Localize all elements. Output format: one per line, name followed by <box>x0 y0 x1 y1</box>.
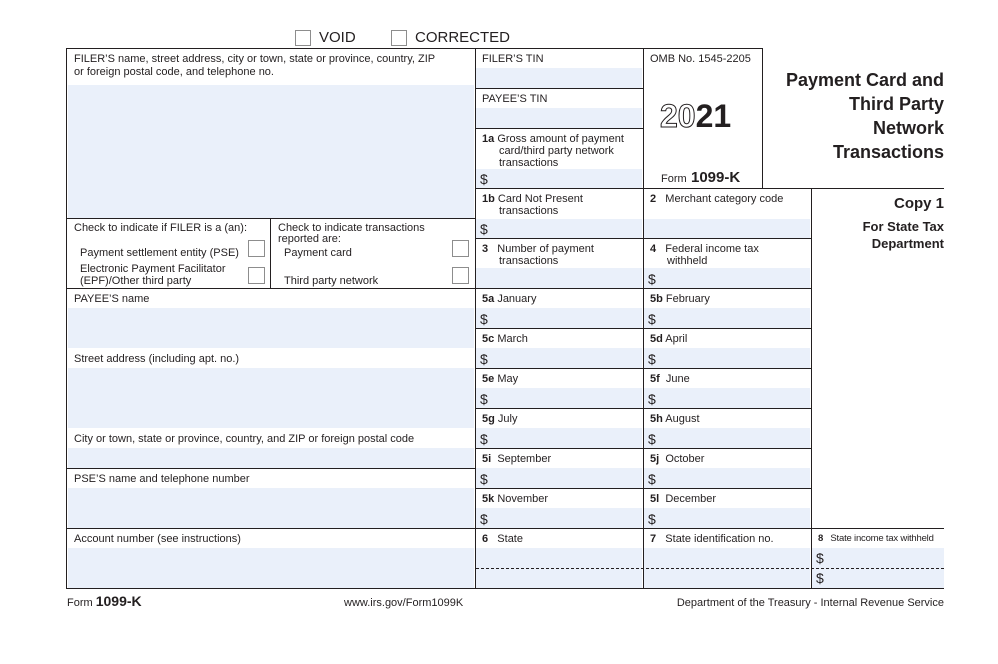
rule <box>475 128 643 129</box>
box-5a-month: January <box>497 293 537 305</box>
box-5j-dollar: $ <box>648 471 656 487</box>
box-5k-dollar: $ <box>480 511 488 527</box>
box-5l-month: December <box>665 493 717 505</box>
box-2-text: Merchant category code <box>665 193 784 205</box>
box-1a-label <box>482 133 624 145</box>
copy-subtitle-1: For State Tax <box>862 219 944 234</box>
form-title <box>744 68 944 164</box>
corrected-checkbox[interactable] <box>391 30 407 46</box>
void-checkbox[interactable] <box>295 30 311 46</box>
box-4-label <box>650 243 759 255</box>
box-1a-label-cont-2: transactions <box>499 157 559 169</box>
box-5c-month: March <box>497 333 528 345</box>
rule <box>270 218 271 289</box>
box-5g-label <box>482 413 517 425</box>
filer-name-label-cont: or foreign postal code, and telephone no. <box>74 66 274 78</box>
box-5d-dollar: $ <box>648 351 656 367</box>
rule <box>66 528 944 529</box>
account-number-field[interactable] <box>68 548 474 588</box>
box-8-label <box>818 533 934 545</box>
payee-street-field[interactable] <box>68 368 474 428</box>
box-5a-number: 5a <box>482 293 495 305</box>
payee-tin-field[interactable] <box>476 108 642 128</box>
box-1b-field[interactable] <box>476 219 642 238</box>
box-4-number: 4 <box>650 243 657 255</box>
box-5c-dollar: $ <box>480 351 488 367</box>
pse-name-phone-label: PSE’S name and telephone number <box>74 473 250 485</box>
box-5b-label <box>650 293 710 305</box>
box-5h-month: August <box>665 413 700 425</box>
box-4-label-cont: withheld <box>667 255 708 267</box>
box-5a-dollar: $ <box>480 311 488 327</box>
box-3-text: Number of payment <box>497 243 594 255</box>
box-5l-label <box>650 493 716 505</box>
state-divider-dashed <box>476 568 944 569</box>
form-title-line-2: Third Party <box>848 94 944 114</box>
box-5a-label <box>482 293 536 305</box>
box-5e-month: May <box>497 373 519 385</box>
filer-tin-label: FILER’S TIN <box>482 53 544 65</box>
box-5h-label <box>650 413 700 425</box>
payment-card-label: Payment card <box>284 247 352 259</box>
box-7-text: State identification no. <box>665 533 774 545</box>
box-1b-label <box>482 193 583 205</box>
omb-form-prefix: Form <box>661 173 687 185</box>
box-8-number: 8 <box>818 533 824 544</box>
rule <box>475 48 476 589</box>
box-7-number: 7 <box>650 533 657 545</box>
box-5i-dollar: $ <box>480 471 488 487</box>
box-5k-field[interactable] <box>476 508 642 528</box>
box-5c-label <box>482 333 528 345</box>
rule <box>475 188 944 189</box>
box-5g-month: July <box>497 413 518 425</box>
rule <box>66 468 476 469</box>
box-7-label <box>650 533 774 545</box>
box-5g-dollar: $ <box>480 431 488 447</box>
form-title-line-1: Payment Card and <box>785 70 944 90</box>
footer-url: www.irs.gov/Form1099K <box>344 597 464 609</box>
box-5e-field[interactable] <box>476 388 642 408</box>
box-5d-label <box>650 333 687 345</box>
box-1b-dollar: $ <box>480 221 488 237</box>
box-5f-month: June <box>665 373 690 385</box>
footer-form-prefix: Form <box>67 597 93 609</box>
box-6-text: State <box>497 533 523 545</box>
pse-label: Payment settlement entity (PSE) <box>80 247 239 259</box>
box-1a-number: 1a <box>482 133 495 145</box>
box-1b-label-cont: transactions <box>499 205 559 217</box>
box-5l-number: 5l <box>650 493 660 505</box>
rule <box>643 48 644 589</box>
box-5b-dollar: $ <box>648 311 656 327</box>
rule <box>475 88 643 89</box>
box-2-number: 2 <box>650 193 657 205</box>
footer-form-name: 1099-K <box>95 593 142 609</box>
rule <box>66 218 476 219</box>
box-5c-number: 5c <box>482 333 495 345</box>
form-title-line-3: Network <box>872 118 944 138</box>
check-transactions-label: Check to indicate transactions <box>278 222 425 234</box>
omb-number: OMB No. 1545-2205 <box>650 53 751 65</box>
check-filer-label: Check to indicate if FILER is a (an): <box>74 222 248 234</box>
box-5d-field[interactable] <box>644 348 810 368</box>
filer-name-address-field[interactable] <box>68 85 474 218</box>
box-1a-dollar: $ <box>480 171 488 187</box>
box-4-dollar: $ <box>648 271 656 287</box>
form-bottom-border <box>66 588 944 589</box>
epf-checkbox[interactable] <box>248 267 265 284</box>
box-5j-field[interactable] <box>644 468 810 488</box>
box-5g-number: 5g <box>482 413 495 425</box>
payee-city-field[interactable] <box>68 448 474 468</box>
box-5h-dollar: $ <box>648 431 656 447</box>
box-5d-month: April <box>665 333 688 345</box>
epf-label: Electronic Payment Facilitator <box>80 263 226 275</box>
box-5l-dollar: $ <box>648 511 656 527</box>
third-party-network-checkbox[interactable] <box>452 267 469 284</box>
box-5j-month: October <box>665 453 705 465</box>
box-5i-month: September <box>497 453 552 465</box>
payee-name-field[interactable] <box>68 308 474 348</box>
box-1a-text: Gross amount of payment <box>497 133 624 145</box>
tax-year <box>660 98 731 134</box>
box-8-dollar-1: $ <box>816 550 824 566</box>
filer-name-label: FILER’S name, street address, city or town, state or province, country, ZIP <box>74 53 436 65</box>
box-3-label-cont: transactions <box>499 255 559 267</box>
box-5j-label <box>650 453 704 465</box>
box-1a-label-cont: card/third party network <box>499 145 614 157</box>
box-5j-number: 5j <box>650 453 660 465</box>
box-5f-dollar: $ <box>648 391 656 407</box>
box-6-label <box>482 533 523 545</box>
box-5b-month: February <box>665 293 710 305</box>
box-3-field[interactable] <box>476 268 642 288</box>
pse-checkbox[interactable] <box>248 240 265 257</box>
box-2-label <box>650 193 783 205</box>
rule <box>66 288 812 289</box>
box-5b-number: 5b <box>650 293 663 305</box>
omb-form-name: 1099-K <box>691 169 741 186</box>
box-5i-number: 5i <box>482 453 492 465</box>
box-5f-field[interactable] <box>644 388 810 408</box>
filer-tin-field[interactable] <box>476 68 642 88</box>
payee-city-label: City or town, state or province, country, and ZIP or foreign postal code <box>74 433 415 445</box>
box-4-text: Federal income tax <box>665 243 759 255</box>
pse-name-phone-field[interactable] <box>68 488 474 528</box>
box-1b-text: Card Not Present <box>497 193 583 205</box>
box-1a-field[interactable] <box>476 169 642 188</box>
rule <box>811 188 812 589</box>
box-5k-label <box>482 493 548 505</box>
box-6-number: 6 <box>482 533 489 545</box>
payee-name-label: PAYEE’S name <box>74 293 150 305</box>
box-5f-label <box>650 373 690 385</box>
footer-department: Department of the Treasury - Internal Revenue Service <box>676 597 944 609</box>
footer-form-id <box>67 594 142 610</box>
epf-label-cont: (EPF)/Other third party <box>80 275 192 287</box>
box-5b-field[interactable] <box>644 308 810 328</box>
box-5l-field[interactable] <box>644 508 810 528</box>
box-2-field[interactable] <box>644 219 810 238</box>
box-4-field[interactable] <box>644 268 810 288</box>
form-top-border <box>66 48 762 49</box>
box-5e-label <box>482 373 518 385</box>
box-5e-number: 5e <box>482 373 495 385</box>
box-5k-number: 5k <box>482 493 495 505</box>
corrected-label: CORRECTED <box>415 29 511 46</box>
box-5i-label <box>482 453 551 465</box>
box-5h-field[interactable] <box>644 428 810 448</box>
copy-subtitle-2: Department <box>871 236 944 251</box>
box-5c-field[interactable] <box>476 348 642 368</box>
box-5i-field[interactable] <box>476 468 642 488</box>
third-party-network-label: Third party network <box>284 275 379 287</box>
form-title-line-4: Transactions <box>832 142 944 162</box>
box-5d-number: 5d <box>650 333 663 345</box>
box-3-label <box>482 243 594 255</box>
payee-street-label: Street address (including apt. no.) <box>74 353 240 365</box>
box-8-text: State income tax withheld <box>830 533 934 544</box>
box-5k-month: November <box>497 493 549 505</box>
box-8-dollar-2: $ <box>816 570 824 586</box>
payment-card-checkbox[interactable] <box>452 240 469 257</box>
form-left-border <box>66 48 67 589</box>
box-5a-field[interactable] <box>476 308 642 328</box>
account-number-label: Account number (see instructions) <box>74 533 241 545</box>
tax-year-bold: 21 <box>695 98 732 134</box>
copy-title: Copy 1 <box>893 195 944 212</box>
payee-tin-label: PAYEE’S TIN <box>482 93 548 105</box>
check-transactions-label-cont: reported are: <box>278 233 341 245</box>
box-5g-field[interactable] <box>476 428 642 448</box>
box-1b-number: 1b <box>482 193 495 205</box>
box-5f-number: 5f <box>650 373 660 385</box>
box-5e-dollar: $ <box>480 391 488 407</box>
tax-year-outline: 20 <box>660 98 696 134</box>
box-5h-number: 5h <box>650 413 663 425</box>
box-3-number: 3 <box>482 243 489 255</box>
void-label: VOID <box>319 29 356 46</box>
